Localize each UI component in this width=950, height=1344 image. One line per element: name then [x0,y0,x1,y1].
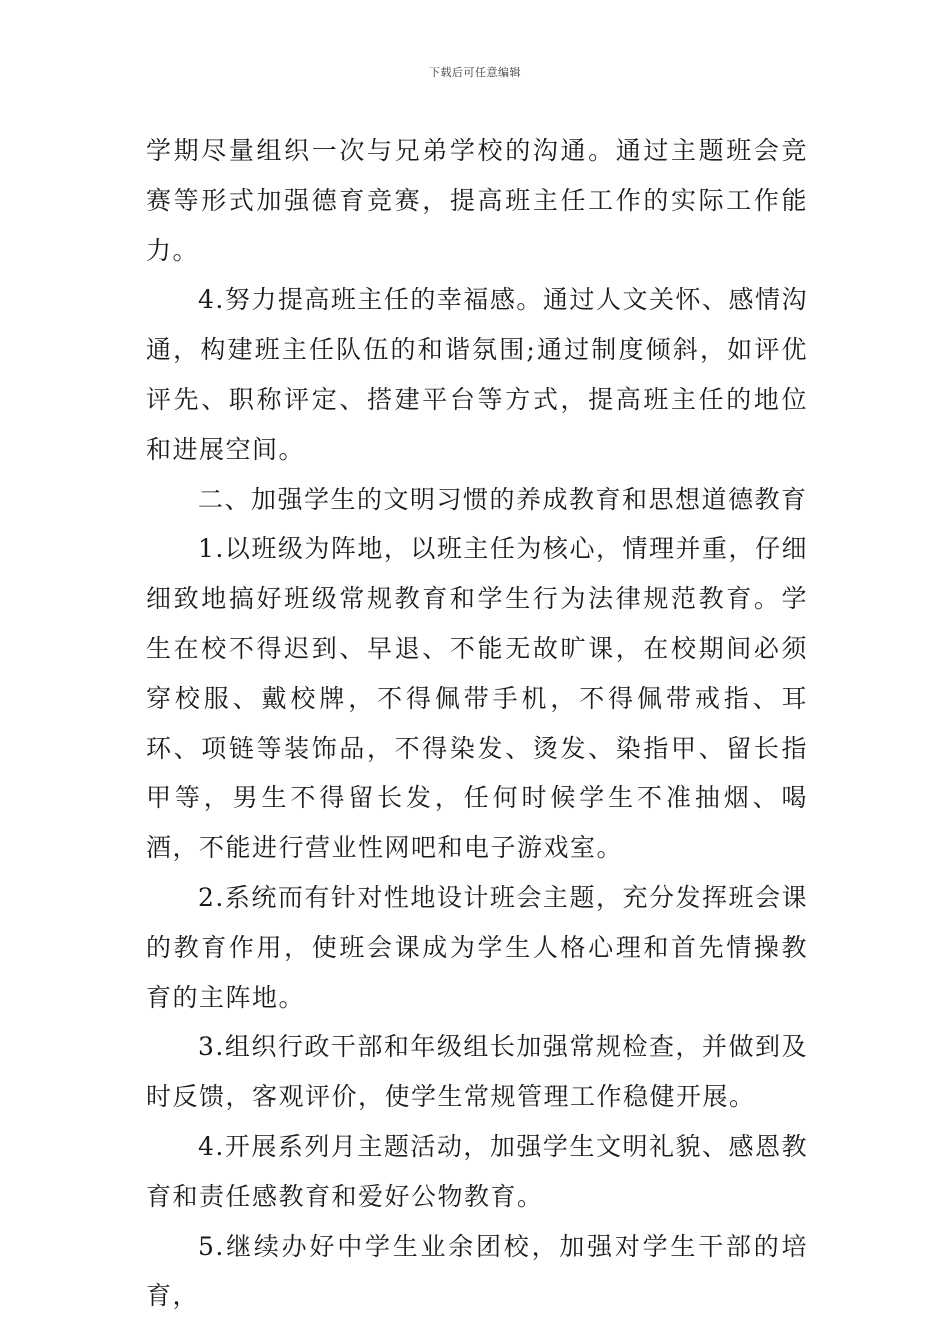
paragraph-item-5-league-school: 5.继续办好中学生业余团校，加强对学生干部的培育， [146,1231,808,1311]
page-header-note: 下载后可任意编辑 [429,66,521,79]
document-body [146,126,808,1321]
paragraph-item-4-activities: 4.开展系列月主题活动，加强学生文明礼貌、感恩教育和责任感教育和爱好公物教育。 [146,1131,808,1211]
paragraph-continuation: 学期尽量组织一次与兄弟学校的沟通。通过主题班会竞赛等形式加强德育竞赛，提高班主任工作的实际工作能力。 [146,136,808,265]
paragraph-item-1-routine: 1.以班级为阵地，以班主任为核心，情理并重，仔细细致地搞好班级常规教育和学生行为法律规范教育。学生在校不得迟到、早退、不能无故旷课，在校期间必须穿校服、戴校牌，不得佩带手机，不得佩带戒指、耳环、项链等装饰品，不得染发、烫发、染指甲、留长指甲等，男生不得留长发，任何时候学生不准抽烟、喝酒，不能进行营业性网吧和电子游戏室。 [146,534,808,863]
paragraph-item-4-happiness: 4.努力提高班主任的幸福感。通过人文关怀、感情沟通，构建班主任队伍的和谐氛围;通过制度倾斜，如评优评先、职称评定、搭建平台等方式，提高班主任的地位和进展空间。 [146,285,808,464]
section-heading-2: 二、加强学生的文明习惯的养成教育和思想道德教育 [198,484,808,514]
paragraph-item-3-inspection: 3.组织行政干部和年级组长加强常规检查，并做到及时反馈，客观评价，使学生常规管理工作稳健开展。 [146,1032,808,1112]
paragraph-item-2-class-meeting: 2.系统而有针对性地设计班会主题，充分发挥班会课的教育作用，使班会课成为学生人格心理和首先情操教育的主阵地。 [146,882,808,1012]
